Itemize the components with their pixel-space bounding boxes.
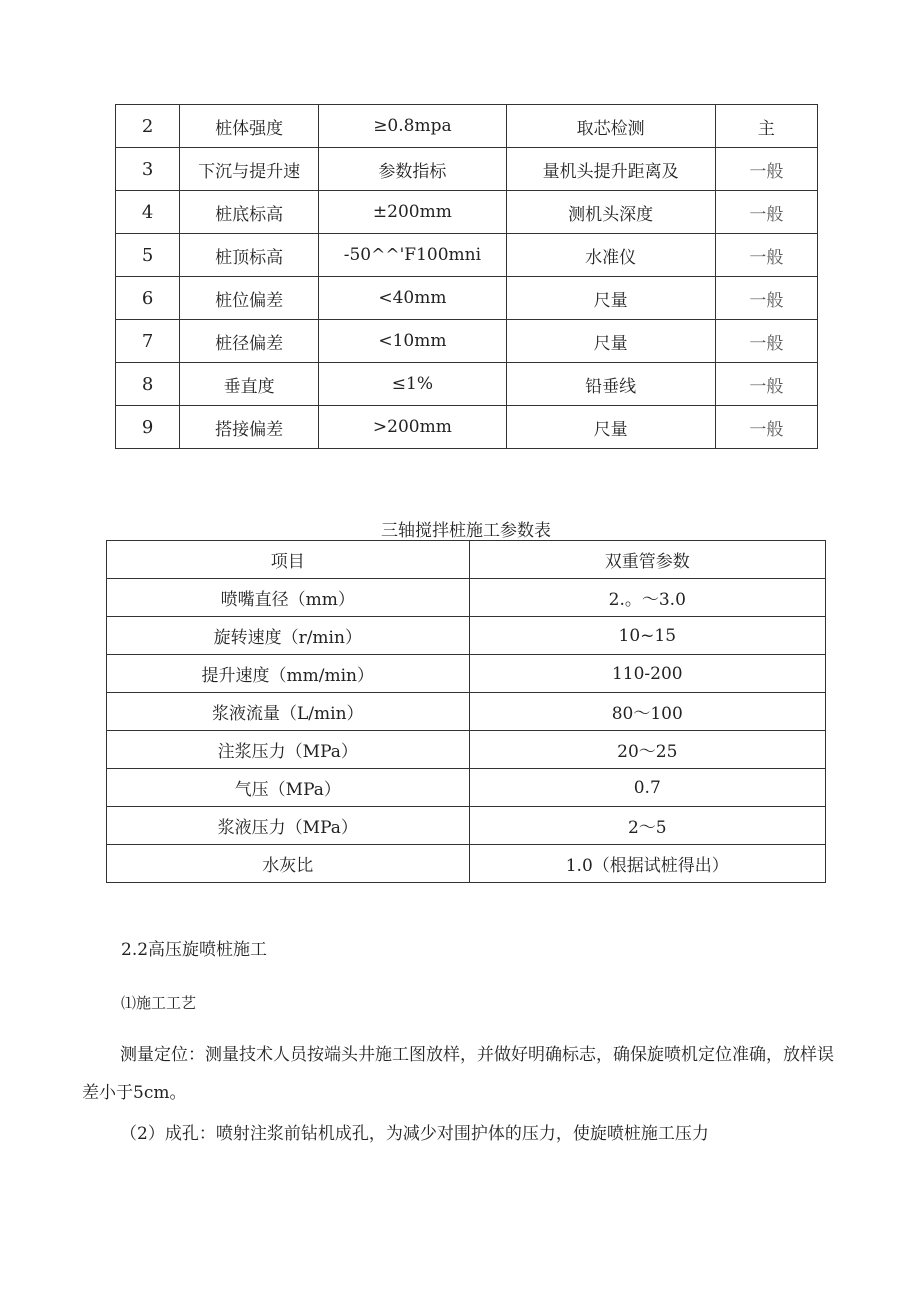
check-method: 量机头提升距离及 <box>506 148 715 191</box>
params-header-name: 项目 <box>107 541 470 579</box>
paragraph-drilling: （2）成孔：喷射注浆前钻机成孔，为减少对围护体的压力，使旋喷桩施工压力 <box>120 1124 709 1144</box>
check-item: 桩位偏差 <box>180 277 319 320</box>
check-item: 桩顶标高 <box>180 234 319 277</box>
check-method: 测机头深度 <box>506 191 715 234</box>
table-row <box>116 234 818 277</box>
param-value: 0.7 <box>469 769 825 807</box>
item-grade: 一般 <box>715 406 817 449</box>
sub-heading: ⑴施工工艺 <box>121 994 197 1012</box>
allowed-deviation: -50^^'F100mni <box>319 234 506 277</box>
item-grade: 一般 <box>715 320 817 363</box>
check-method: 尺量 <box>506 406 715 449</box>
check-item: 垂直度 <box>180 363 319 406</box>
row-number: 2 <box>116 105 180 148</box>
param-value: 1.0（根据试桩得出） <box>469 845 825 883</box>
table-row <box>116 277 818 320</box>
params-table <box>106 540 826 883</box>
item-grade: 一般 <box>715 234 817 277</box>
paragraph-positioning: 测量定位：测量技术人员按端头井施工图放样，并做好明确标志，确保旋喷机定位准确，放样误差小于5cm。 <box>82 1045 834 1103</box>
param-value: 110-200 <box>469 655 825 693</box>
allowed-deviation: <10mm <box>319 320 506 363</box>
check-method: 尺量 <box>506 320 715 363</box>
item-grade: 一般 <box>715 277 817 320</box>
allowed-deviation: ±200mm <box>319 191 506 234</box>
allowed-deviation: ≥0.8mpa <box>319 105 506 148</box>
param-name: 浆液流量（L/min） <box>107 693 470 731</box>
table-row <box>107 807 826 845</box>
check-item: 桩底标高 <box>180 191 319 234</box>
item-grade: 主 <box>715 105 817 148</box>
check-item: 桩径偏差 <box>180 320 319 363</box>
item-grade: 一般 <box>715 191 817 234</box>
params-header-value: 双重管参数 <box>469 541 825 579</box>
param-name: 喷嘴直径（mm） <box>107 579 470 617</box>
table-row <box>107 655 826 693</box>
table-row <box>107 579 826 617</box>
table-row <box>107 693 826 731</box>
section-heading: 2.2高压旋喷桩施工 <box>121 940 268 960</box>
params-table-caption: 三轴搅拌桩施工参数表 <box>381 521 551 541</box>
table-row <box>107 731 826 769</box>
param-value: 2.。～3.0 <box>469 579 825 617</box>
table-row <box>107 845 826 883</box>
table-row <box>107 769 826 807</box>
param-name: 注浆压力（MPa） <box>107 731 470 769</box>
row-number: 9 <box>116 406 180 449</box>
inspection-table-body <box>116 105 818 449</box>
check-item: 桩体强度 <box>180 105 319 148</box>
table-row <box>116 191 818 234</box>
param-value: 80～100 <box>469 693 825 731</box>
row-number: 8 <box>116 363 180 406</box>
row-number: 3 <box>116 148 180 191</box>
param-name: 提升速度（mm/min） <box>107 655 470 693</box>
allowed-deviation: >200mm <box>319 406 506 449</box>
item-grade: 一般 <box>715 363 817 406</box>
param-name: 旋转速度（r/min） <box>107 617 470 655</box>
check-method: 尺量 <box>506 277 715 320</box>
param-name: 气压（MPa） <box>107 769 470 807</box>
allowed-deviation: ≤1% <box>319 363 506 406</box>
row-number: 4 <box>116 191 180 234</box>
param-name: 浆液压力（MPa） <box>107 807 470 845</box>
allowed-deviation: 参数指标 <box>319 148 506 191</box>
allowed-deviation: <40mm <box>319 277 506 320</box>
check-item: 搭接偏差 <box>180 406 319 449</box>
table-row <box>116 105 818 148</box>
row-number: 6 <box>116 277 180 320</box>
item-grade: 一般 <box>715 148 817 191</box>
param-value: 20～25 <box>469 731 825 769</box>
table-row <box>107 617 826 655</box>
check-item: 下沉与提升速 <box>180 148 319 191</box>
table-row <box>116 148 818 191</box>
check-method: 铅垂线 <box>506 363 715 406</box>
param-value: 2～5 <box>469 807 825 845</box>
table-row <box>116 320 818 363</box>
param-name: 水灰比 <box>107 845 470 883</box>
table-row <box>116 406 818 449</box>
params-table-body <box>107 541 826 883</box>
params-header-row <box>107 541 826 579</box>
check-method: 水准仪 <box>506 234 715 277</box>
inspection-table <box>115 104 818 449</box>
check-method: 取芯检测 <box>506 105 715 148</box>
row-number: 7 <box>116 320 180 363</box>
row-number: 5 <box>116 234 180 277</box>
table-row <box>116 363 818 406</box>
param-value: 10~15 <box>469 617 825 655</box>
